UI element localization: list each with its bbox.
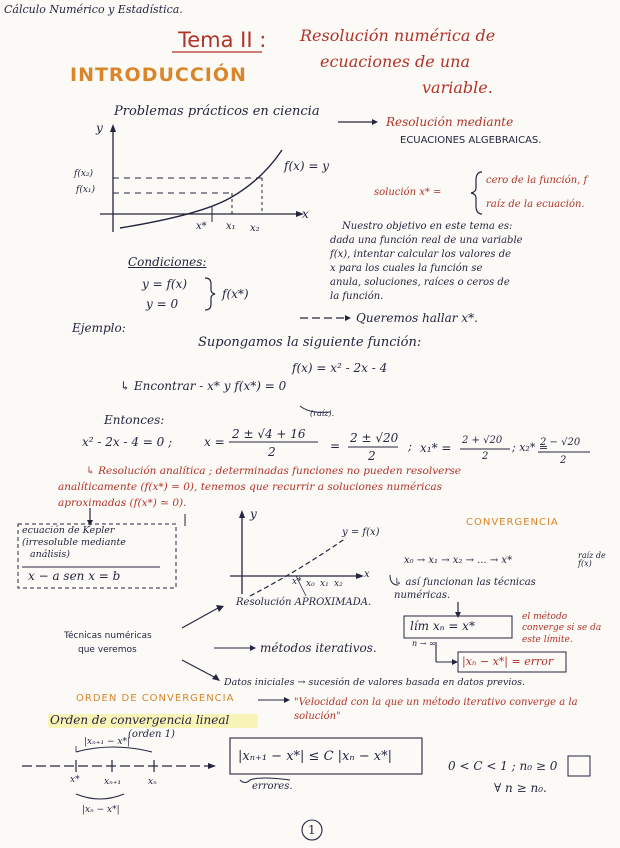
graph1-x2: x₂ bbox=[250, 223, 260, 234]
intro-heading: INTRODUCCIÓN bbox=[70, 64, 247, 86]
graph2-x1: x₁ bbox=[320, 579, 329, 589]
convergencia-label: CONVERGENCIA bbox=[466, 517, 559, 528]
convergence-lim: lím xₙ = x* bbox=[410, 619, 475, 633]
frac2-den: 2 bbox=[368, 449, 376, 463]
orden-condition: 0 < C < 1 ; n₀ ≥ 0 bbox=[448, 759, 558, 773]
graph1-x1: x₁ bbox=[226, 221, 236, 232]
analytic-line-1: ↳ Resolución analítica ; determinadas funciones no pueden resolverse bbox=[86, 465, 462, 477]
analytic-line-2: analíticamente (f(x*) = 0), tenemos que recurrir a soluciones numéricas bbox=[58, 481, 443, 493]
solucion-opt1: cero de la función, f bbox=[486, 175, 588, 186]
x-equals: x = bbox=[204, 435, 225, 449]
orden-1: (orden 1) bbox=[128, 729, 175, 740]
example-label: Ejemplo: bbox=[72, 321, 126, 335]
example-supongamos: Supongamos la siguiente función: bbox=[198, 335, 422, 350]
tecnicas-aproximada: Resolución APROXIMADA. bbox=[236, 597, 372, 608]
graph1-y-label: y bbox=[96, 121, 103, 135]
number-line bbox=[22, 746, 216, 799]
solucion-label: solución x* = bbox=[374, 187, 442, 198]
title-line-2: ecuaciones de una bbox=[320, 52, 470, 71]
frac1-num: 2 ± √4 + 16 bbox=[232, 427, 306, 441]
conditions-label: Condiciones: bbox=[128, 255, 207, 269]
objective-line-6: la función. bbox=[330, 291, 384, 302]
frac2-num: 2 ± √20 bbox=[350, 431, 399, 445]
resolucion-mediante: Resolución mediante bbox=[386, 115, 514, 129]
tecnicas-line-2: que veremos bbox=[78, 645, 137, 655]
graph2-fx: y = f(x) bbox=[342, 527, 380, 538]
ecuaciones-algebraicas: ECUACIONES ALGEBRAICAS. bbox=[400, 135, 542, 146]
convergence-asi: ↳ así funcionan las técnicas numéricas. bbox=[394, 577, 536, 601]
numline-top: |xₙ₊₁ − x*| bbox=[84, 737, 130, 747]
condition-2: y = 0 bbox=[146, 297, 179, 311]
semicolon: ; bbox=[408, 439, 413, 453]
objective-line-5: anula, soluciones, raíces o ceros de bbox=[330, 277, 510, 288]
x1-num: 2 + √20 bbox=[462, 435, 503, 446]
convergence-n-inf: n → ∞ bbox=[412, 639, 436, 648]
orden-velocidad: "Velocidad con la que un método iterativo converge a la solución" bbox=[294, 697, 578, 722]
objective-line-2: dada una función real de una variable bbox=[330, 235, 523, 246]
kepler-line-3: análisis) bbox=[30, 549, 71, 560]
numline-bottom: |xₙ − x*| bbox=[82, 805, 120, 815]
convergence-error: |xₙ − x*| = error bbox=[462, 655, 554, 668]
graph2-curve bbox=[250, 538, 346, 596]
convergence-sequence: x₀ → x₁ → x₂ → ... → x* bbox=[404, 555, 513, 566]
graph1-fx2: f(x₂) bbox=[74, 169, 94, 179]
x1-star: x₁* = bbox=[420, 441, 452, 455]
x2-star: ; x₂* = bbox=[512, 441, 549, 454]
course-name: Cálculo Numérico y Estadística. bbox=[4, 3, 183, 16]
graph2-y-label: y bbox=[250, 507, 257, 521]
graph2-x-label: x bbox=[364, 569, 370, 580]
objective-line-3: f(x), intentar calcular los valores de bbox=[330, 249, 512, 260]
kepler-line-2: (irresoluble mediante bbox=[22, 537, 126, 548]
analytic-line-3: aproximadas (f(x*) ≃ 0). bbox=[58, 497, 187, 509]
orden-lineal: Orden de convergencia lineal bbox=[50, 713, 230, 727]
tecnicas-datos: Datos iniciales → sucesión de valores basada en datos previos. bbox=[224, 677, 525, 688]
convergence-raiz: raíz de f(x) bbox=[578, 551, 606, 568]
equals-2: = bbox=[330, 439, 341, 453]
x2-num: 2 − √20 bbox=[540, 437, 581, 448]
example-raiz: (raíz). bbox=[310, 409, 335, 418]
title-line-3: variable. bbox=[422, 78, 493, 97]
title-line-1: Resolución numérica de bbox=[300, 26, 496, 45]
graph1-fx-eq-y: f(x) = y bbox=[284, 159, 330, 173]
orden-label: ORDEN DE CONVERGENCIA bbox=[76, 693, 235, 704]
entonces-label: Entonces: bbox=[104, 413, 165, 427]
example-function: f(x) = x² - 2x - 4 bbox=[292, 361, 388, 375]
queremos-hallar: Queremos hallar x*. bbox=[356, 311, 478, 325]
graph2-xstar: x* bbox=[292, 577, 302, 587]
orden-forall: ∀ n ≥ n₀. bbox=[494, 781, 547, 795]
numline-xstar: x* bbox=[70, 775, 80, 785]
graph1-curve bbox=[120, 150, 282, 228]
entonces-equation: x² - 2x - 4 = 0 ; bbox=[82, 435, 173, 449]
objective-line-1: Nuestro objetivo en este tema es: bbox=[342, 221, 513, 232]
problem-line: Problemas prácticos en ciencia bbox=[114, 104, 320, 119]
conditions-rhs: f(x*) bbox=[222, 287, 249, 301]
solucion-opt2: raíz de la ecuación. bbox=[486, 199, 585, 210]
graph2-x2: x₂ bbox=[334, 579, 343, 589]
page-number: 1 bbox=[308, 823, 316, 837]
graph2-x0: x₀ bbox=[306, 579, 315, 589]
kepler-line-1: ecuación de Kepler bbox=[22, 525, 115, 536]
graph1-fx1: f(x₁) bbox=[76, 185, 96, 195]
graph1-xstar: x* bbox=[196, 221, 207, 232]
graph1-x-label: x bbox=[302, 207, 309, 221]
x2-den: 2 bbox=[560, 455, 567, 466]
example-encontrar: ↳ Encontrar - x* y f(x*) = 0 bbox=[120, 379, 287, 393]
convergence-metodo: el método converge si se da este límite. bbox=[522, 612, 602, 645]
graph1-axes bbox=[100, 124, 304, 232]
objective-line-4: x para los cuales la función se bbox=[330, 263, 483, 274]
orden-errores: errores. bbox=[252, 781, 293, 792]
orden-formula: |xₙ₊₁ − x*| ≤ C |xₙ − x*| bbox=[238, 749, 393, 764]
condition-1: y = f(x) bbox=[142, 277, 188, 291]
numline-xn: xₙ bbox=[148, 777, 157, 787]
kepler-equation: x − a sen x = b bbox=[28, 569, 121, 583]
x1-den: 2 bbox=[482, 451, 489, 462]
tecnicas-iterativos: métodos iterativos. bbox=[260, 641, 377, 655]
numline-xn1: xₙ₊₁ bbox=[104, 777, 122, 787]
tecnicas-line-1: Técnicas numéricas bbox=[64, 631, 152, 641]
tema-label: Tema II : bbox=[178, 28, 267, 52]
frac1-den: 2 bbox=[268, 445, 276, 459]
